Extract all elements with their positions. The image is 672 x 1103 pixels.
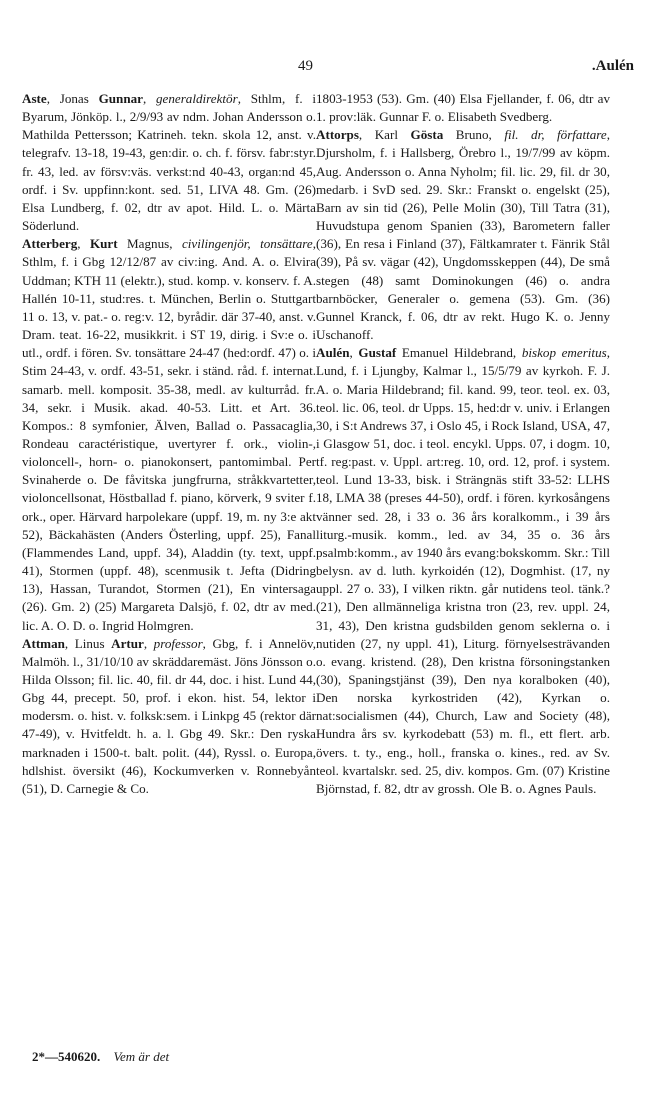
entry-title: biskop emeritus	[521, 345, 607, 361]
catchword: Vem är det	[113, 1049, 170, 1064]
entry-aulen	[316, 344, 610, 798]
entry-given-name: Emanuel Hildebrand,	[396, 345, 522, 361]
page-header	[0, 58, 672, 82]
running-head: .Aulén	[591, 58, 634, 74]
entry-given-name: ,	[142, 91, 156, 106]
entry-surname: Attman	[22, 635, 65, 651]
entry-title: generaldirektör	[155, 91, 238, 106]
entry-attman	[22, 635, 316, 798]
entry-text: 1803-1953 (53). Gm. (40) Elsa Fjellander, f. 06, dtr av 1. prov:läk. Gunnar F. o. Elisabeth Svedberg.	[316, 91, 610, 125]
entry-callname: Gunnar	[98, 91, 143, 106]
entry-surname: Attorps	[316, 127, 359, 143]
entry-text: , Gbg, f. i Annelöv, Malmöh. l., 31/10/10 av skräddaremäst. Jöns Jönsson o. Hilda Olsson; fil. lic. 40, fil. dr 44, doc. i hist. Lund 44, Gbg 44, precept. 50, prof. i ekon. hist. 54, lektor i modersm. o. hist. v. folksk:sem. i Linkpg 45 (rektor där 47-49), v. Hvitfeldt. h. a. l. Gbg 49. Skr.: Den ryska marknaden i 1500-t. balt. polit. (44), Ryssl. o. Europa, hdlshist. översikt (46), Kockumverken v. Ronnebyån (51), D. Carnegie & Co.	[22, 635, 316, 796]
printer-signature: 2*—540620.	[32, 1049, 101, 1064]
entry-callname: Gustaf	[358, 345, 397, 361]
entry-surname: Aulén	[316, 345, 350, 361]
entry-text: , Djursholm, f. i Hallsberg, Örebro l., 19/7/99 av köpm. Aug. Andersson o. Anna Nyholm; fil. lic. 29, fil. dr 30, medarb. i SvD sed. 29. Skr.: Franskt o. engelskt (25), Barn av sin tid (26), Pelle Molin (30), Till Tatra (31), Huvudstupa genom Spanien (33), Barometern faller (36), En resa i Finland (37), Fältkamrater t. Fänrik Stål (39), På sv. vägar (42), Ungdomsskeppen (44), De små stegen (48) samt Dominokungen (46) o. andra barnböcker, Generaler o. gemena (53). Gm. (36) Gunnel Kranck, f. 06, dtr av rekt. Hugo K. o. Jenny Uschanoff.	[316, 127, 610, 343]
entry-callname: Kurt	[89, 236, 118, 252]
entry-attorps	[316, 126, 610, 344]
entry-text: , Sthlm, f. i Gbg 12/12/87 av civ:ing. And. A. o. Elvira Uddman; KTH 11 (elektr.), stud. komp. v. konserv. f. A. Hallén 10-11, stud:res. t. München, Berlin o. Stuttgart 11 o. 13, v. pat.- o. reg:v. 12, byrådir. där 37-40, anst. v. Dram. teat. 16-22, musikkrit. i ST 19, dirig. i Sv:e o. i utl., ordf. i fören. Sv. tonsättare 24-47 (hed:ordf. 47) o. i Stim 24-43, v. ordf. 43-51, sekr. i ständ. råd. f. internat. samarb. mell. komposit. 35-38, medl. av kulturråd. fr. 34, sekr. i Musik. akad. 40-53. Litt. et Art. 36. Kompos.: 8 symfonier, Älven, Ballad o. Passacaglia, Rondeau caractéristique, uvertyrer f. ork., violin-, violoncell-, horn- o. pianokonsert, pantomimbal. Per Svinaherde o. De fåvitska jungfrurna, stråkkvartetter, violoncellsonat, Höstballad f. piano, körverk, 9 sviter f. ork., oper. Härvard harpolekare (uppf. 19, m. ny 3:e akt 52), Bäckahästen (Anders Österling, uppf. 25), Fanal (Flammendes Land, uppf. 34), Aladdin (ty. text, uppf. 41), Stormen (uppf. 48), scenmusik t. Jefta (Didring 13), Hassan, Turandot, Stormen (21), En vintersaga (26). Gm. 2) (25) Margareta Dalsjö, f. 02, dtr av med. lic. A. O. D. o. Ingrid Holmgren.	[22, 236, 316, 633]
entry-surname: Atterberg	[22, 236, 78, 252]
entry-given-name: , Karl	[358, 127, 411, 143]
entry-given-name: ,	[143, 635, 154, 651]
left-column	[22, 90, 316, 798]
entry-title: professor	[153, 635, 203, 651]
entry-text: , Lund, f. i Ljungby, Kalmar l., 15/5/79 av kyrkoh. F. J. A. o. Maria Hildebrand; fil. kand. 99, teor. teol. ex. 03, teol. lic. 06, teol. dr Upps. 15, hed:dr v. univ. i Erlangen 30, i S:t Andrews 37, i Oslo 45, i Rock Island, USA, 47, i Glasgow 51, doc. i teol. encykl. Upps. 07, i dogm. 10, tf. reg:past. v. Uppl. art:reg. 10, ord. 12, prof. i system. teol. Lund 13-33, bisk. i Strängnäs stift 33-52: LLHS 18, LMA 38 (preses 44-50), ordf. i fören. kyrkosångens vänner sed. 28, i 33 o. 36 års koralkomm., i 39 års liturg.-musik. komm., led. av 34, 35 o. 36 års psalmb:komm., av 1940 års evang:bokskomm. Skr.: Till belysn. av d. luth. kyrkoidén (12), Dogmhist. (17, ny uppl. 27 o. 33), I vilken riktn. går nutidens teol. tänk.? (21), Den allmänneliga kristna tron (23, rev. uppl. 24, 31, 43), Den kristna gudsbilden genom seklerna o. i nutiden (27, ny uppl. 41), Liturg. förnyelsesträvanden o. evang. kristend. (28), Den kristna försoningstanken (30), Spaningstjänst (39), Den nya koralboken (40), Den norska kyrkostriden (42), Kyrkan o. nat:socialismen (44), Church, Law and Society (48), Hundra års sv. kyrkodebatt (53) m. fl., ett flert. arb. övers. t. ty., eng., holl., franska o. kines., red. av Sv. teol. kvartalskr. sed. 25, div. kompos. Gm. (07) Kristine Björnstad, f. 82, dtr av grossh. Ole B. o. Agnes Pauls.	[316, 345, 610, 796]
entry-attman-continued	[316, 90, 610, 126]
entry-title: fil. dr, författare	[504, 127, 607, 143]
right-column	[316, 90, 610, 798]
entry-callname: Gösta	[410, 127, 444, 143]
entry-atterberg	[22, 235, 316, 634]
entry-given-name: ,	[77, 236, 90, 252]
entry-given-name: Magnus,	[117, 236, 182, 252]
entry-title: civilingenjör, tonsättare	[181, 236, 313, 252]
entry-text: , Sthlm, f. i Byarum, Jönköp. l., 2/9/93 av ndm. Johan Andersson o. Mathilda Pettersson; Katrineh. tekn. skola 12, anst. v. telegrafv. 13-18, 19-43, gen:dir. o. ch. f. försv. fabr:styr. fr. 43, led. av försv:väs. verkst:nd 40-43, organ:nd 45, ordf. i Sv. uppfinn:kont. sed. 51, LIVA 48. Gm. (26) Elsa Lundberg, f. 02, dtr av apot. Hild. L. o. Märta Söderlund.	[22, 91, 316, 234]
entry-given-name: , Linus	[64, 635, 112, 651]
page-footer	[32, 1049, 169, 1065]
entry-given-name: , Jonas	[46, 91, 99, 106]
page-number: 49	[298, 58, 313, 74]
entry-given-name: ,	[349, 345, 359, 361]
entry-surname: Aste	[22, 91, 47, 106]
entry-aste	[22, 90, 316, 235]
entry-callname: Artur	[111, 635, 144, 651]
entry-given-name: Bruno,	[443, 127, 505, 143]
